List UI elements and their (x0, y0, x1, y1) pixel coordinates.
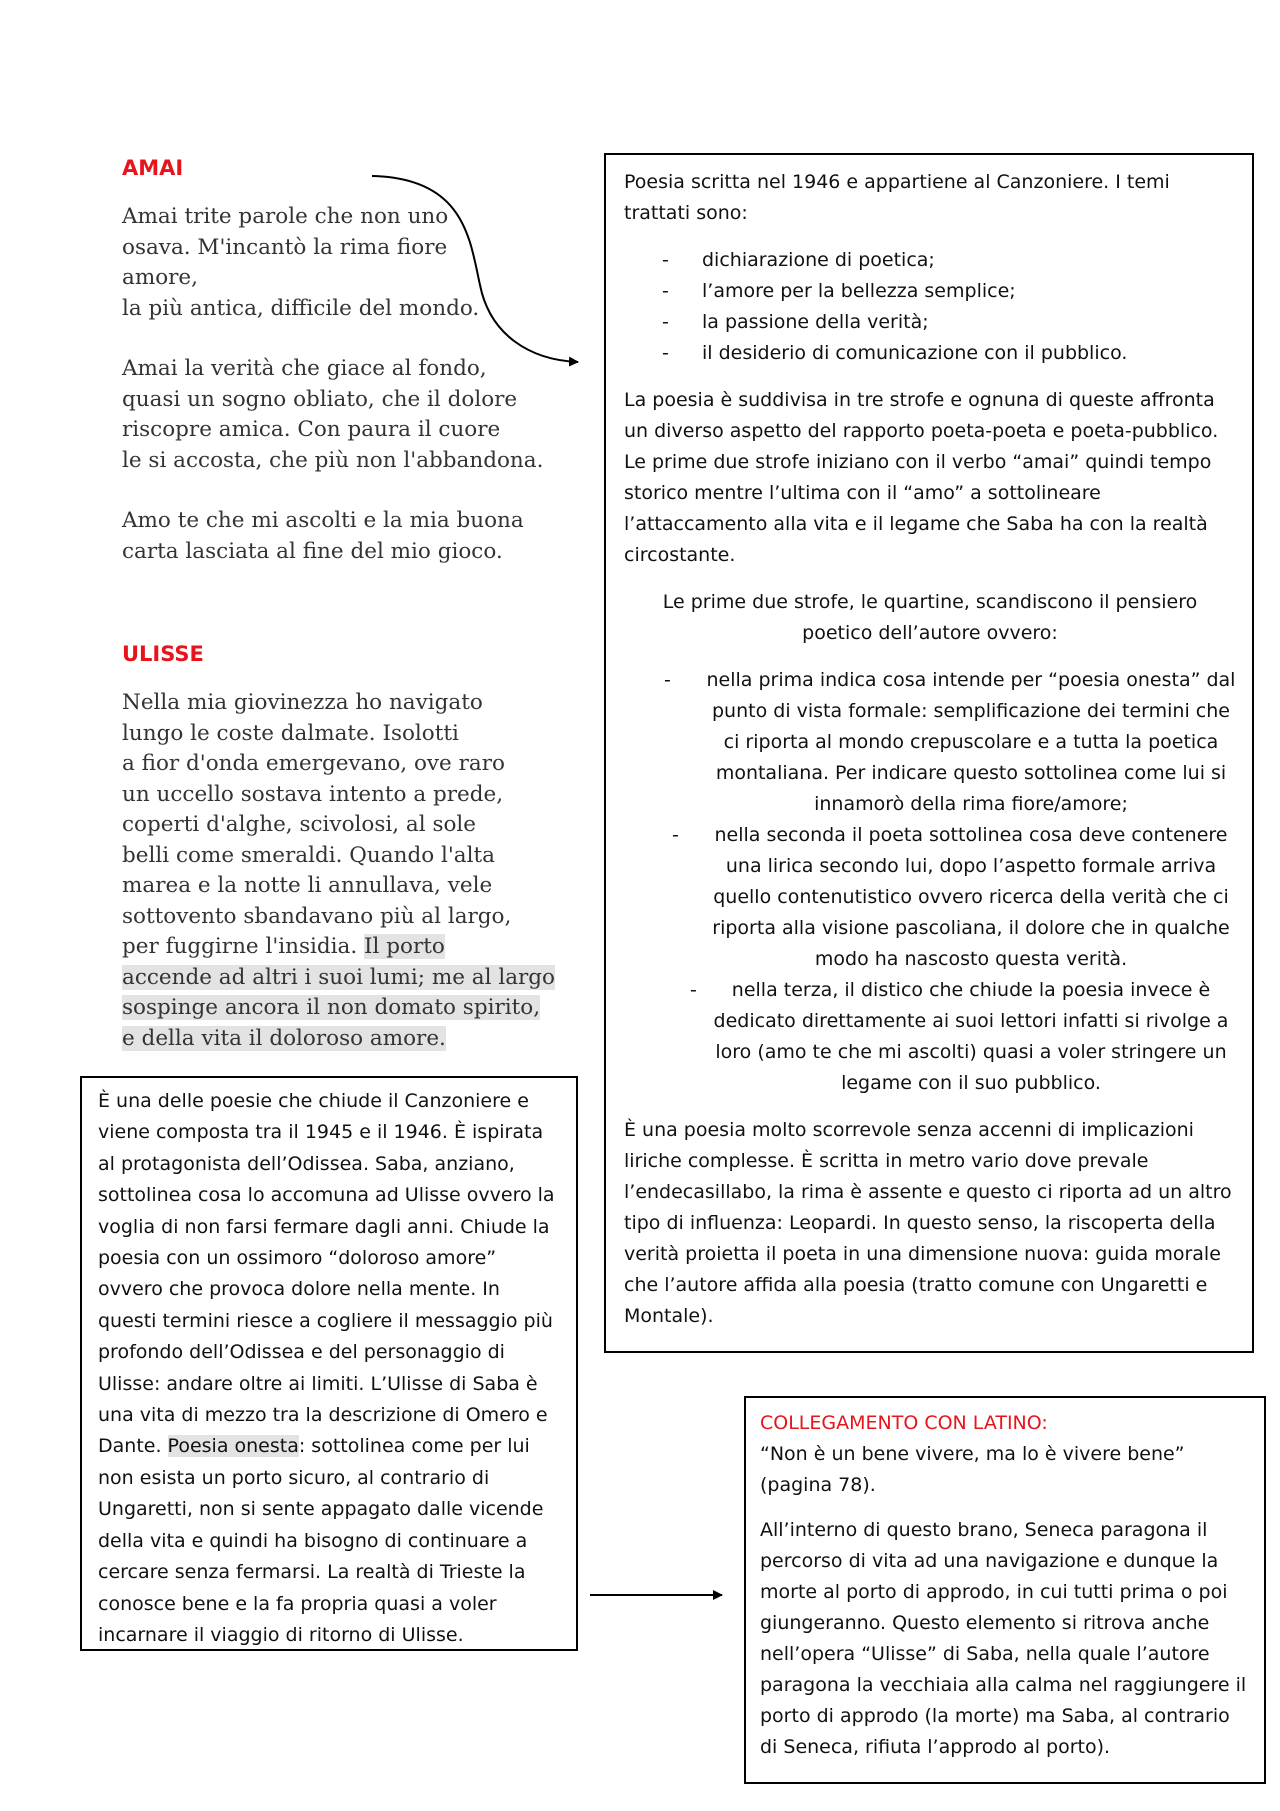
list-item (624, 665, 1236, 820)
highlighted-text: sospinge ancora il non domato spirito, (122, 995, 541, 1020)
poem-line: le si accosta, che più non l'abbandona. (122, 447, 544, 473)
amai-title: AMAI (122, 156, 184, 180)
amai-intro: Poesia scritta nel 1946 e appartiene al Canzoniere. I temi trattati sono: (624, 171, 1170, 224)
poem-line (122, 1024, 555, 1055)
dash-bullet: - (662, 342, 669, 364)
list-item (624, 307, 1236, 338)
poem-line: Amo te che mi ascolti e la mia buona (122, 508, 524, 533)
poem-line: riscopre amica. Con paura il cuore (122, 417, 501, 442)
latino-heading: COLLEGAMENTO CON LATINO: (760, 1412, 1048, 1434)
poem-line: marea e la notte li annullava, vele (122, 873, 493, 898)
commentary-text: È una delle poesie che chiude il Canzoniere e viene composta tra il 1945 e il 1946. È ispirata al protagonista dell’Odissea. Saba, anziano, sottolinea cosa lo accomuna ad Ulisse ovvero la voglia di non farsi fermare dagli anni. Chiude la poesia con un ossimoro “doloroso amore” ovvero che provoca dolore nella mente. In questi termini riesce a cogliere il messaggio più profondo dell’Odissea e del personaggio di Ulisse: andare oltre ai limiti. L’Ulisse di Saba è una vita di mezzo tra la descrizione di Omero e Dante. (98, 1090, 555, 1458)
amai-commentary-box (604, 153, 1254, 1353)
poem-line: coperti d'alghe, scivolosi, al sole (122, 812, 477, 837)
poem-line: sottovento sbandavano più al largo, (122, 903, 512, 929)
list-item-text: nella terza, il distico che chiude la poesia invece è dedicato direttamente ai suoi lettori infatti si rivolge a loro (amo te che mi ascolti) quasi a voler stringere un legame con il suo pubblico. (713, 979, 1229, 1094)
latino-connection-box (744, 1396, 1266, 1784)
list-item (624, 245, 1236, 276)
poem-line: carta lasciata al fine del mio gioco. (122, 538, 503, 564)
poem-line (122, 932, 555, 963)
dash-bullet: - (662, 249, 669, 271)
amai-stanza-3 (122, 506, 543, 567)
amai-paragraph-1: La poesia è suddivisa in tre strofe e ognuna di queste affronta un diverso aspetto del rapporto poeta-poeta e poeta-pubblico. Le prime due strofe iniziano con il verbo “amai” quindi tempo storico mentre l’ultima con il “amo” a sottolineare l’attaccamento alla vita e il legame che Saba ha con la realtà circostante. (624, 389, 1219, 566)
highlighted-text: e della vita il doloroso amore. (122, 1025, 446, 1051)
list-item-text: nella prima indica cosa intende per “poesia onesta” dal punto di vista formale: semplificazione dei termini che ci riporta al mondo crepuscolare e a tutta la poetica montaliana. Per indicare questo sottolinea come lui si innamorò della rima fiore/amore; (706, 669, 1236, 815)
poem-line: lungo le coste dalmate. Isolotti (122, 720, 459, 746)
list-item (624, 820, 1236, 975)
poem-line: a fior d'onda emergevano, ove raro (122, 751, 505, 776)
list-item-text: la passione della verità; (702, 311, 929, 333)
poem-line: Nella mia giovinezza ho navigato (122, 690, 483, 715)
latino-quote: “Non è un bene vivere, ma lo è vivere bene” (pagina 78). (760, 1443, 1185, 1496)
dash-bullet: - (672, 824, 679, 846)
list-item-text: l’amore per la bellezza semplice; (702, 280, 1016, 302)
poem-line: amore, (122, 265, 198, 290)
list-item (624, 338, 1236, 369)
ulisse-poem (122, 688, 555, 1054)
highlighted-text: Poesia onesta (167, 1435, 299, 1458)
strophe-points-list (624, 665, 1236, 1099)
ulisse-title: ULISSE (122, 642, 204, 666)
poem-line: Amai trite parole che non uno (122, 204, 449, 229)
dash-bullet: - (690, 979, 697, 1001)
list-item-text: nella seconda il poeta sottolinea cosa deve contenere una lirica secondo lui, dopo l’aspetto formale arriva quello contenutistico ovvero ricerca della verità che ci riporta alla visione pascoliana, il dolore che in qualche modo ha nascosto questa verità. (712, 824, 1230, 970)
ulisse-commentary-text (98, 1086, 564, 1651)
dash-bullet: - (664, 669, 671, 691)
poem-line: osava. M'incantò la rima fiore (122, 234, 448, 260)
poem-line: la più antica, difficile del mondo. (122, 295, 480, 321)
amai-paragraph-2: Le prime due strofe, le quartine, scandiscono il pensiero poetico dell’autore ovvero: (662, 591, 1198, 644)
poem-line-text: per fuggirne l'insidia. (122, 934, 365, 959)
ulisse-commentary-box (80, 1076, 578, 1651)
poem-line: quasi un sogno obliato, che il dolore (122, 386, 518, 412)
dash-bullet: - (662, 311, 669, 333)
themes-list (624, 245, 1236, 369)
poem-line: Amai la verità che giace al fondo, (122, 356, 487, 381)
amai-poem (122, 202, 543, 597)
poem-line (122, 993, 555, 1024)
highlighted-text: accende ad altri i suoi lumi; me al largo (122, 964, 555, 990)
dash-bullet: - (662, 280, 669, 302)
highlighted-text: Il porto (364, 934, 445, 959)
poem-line: un uccello sostava intento a prede, (122, 781, 504, 807)
amai-stanza-2 (122, 354, 543, 476)
amai-paragraph-3: È una poesia molto scorrevole senza accenni di implicazioni liriche complesse. È scritta in metro vario dove prevale l’endecasillabo, la rima è assente e questo ci riporta ad un altro tipo di influenza: Leopardi. In questo senso, la riscoperta della verità proietta il poeta in una dimensione nuova: guida morale che l’autore affida alla poesia (tratto comune con Ungaretti e Montale). (624, 1119, 1232, 1327)
list-item-text: il desiderio di comunicazione con il pubblico. (702, 342, 1128, 364)
commentary-text: : sottolinea come per lui non esista un porto sicuro, al contrario di Ungaretti, non si sente appagato dalle vicende della vita e quindi ha bisogno di continuare a cercare senza fermarsi. La realtà di Trieste la conosce bene e la fa propria quasi a voler incarnare il viaggio di ritorno di Ulisse. (98, 1435, 544, 1646)
poem-line: belli come smeraldi. Quando l'alta (122, 842, 495, 868)
list-item (624, 276, 1236, 307)
list-item (624, 975, 1236, 1099)
poem-line (122, 963, 555, 994)
amai-stanza-1 (122, 202, 543, 324)
list-item-text: dichiarazione di poetica; (702, 249, 935, 271)
latino-paragraph: All’interno di questo brano, Seneca paragona il percorso di vita ad una navigazione e dunque la morte al porto di approdo, in cui tutti prima o poi giungeranno. Questo elemento si ritrova anche nell’opera “Ulisse” di Saba, nella quale l’autore paragona la vecchiaia alla calma nel raggiungere il porto di approdo (la morte) ma Saba, al contrario di Seneca, rifiuta l’approdo al porto). (760, 1519, 1247, 1758)
